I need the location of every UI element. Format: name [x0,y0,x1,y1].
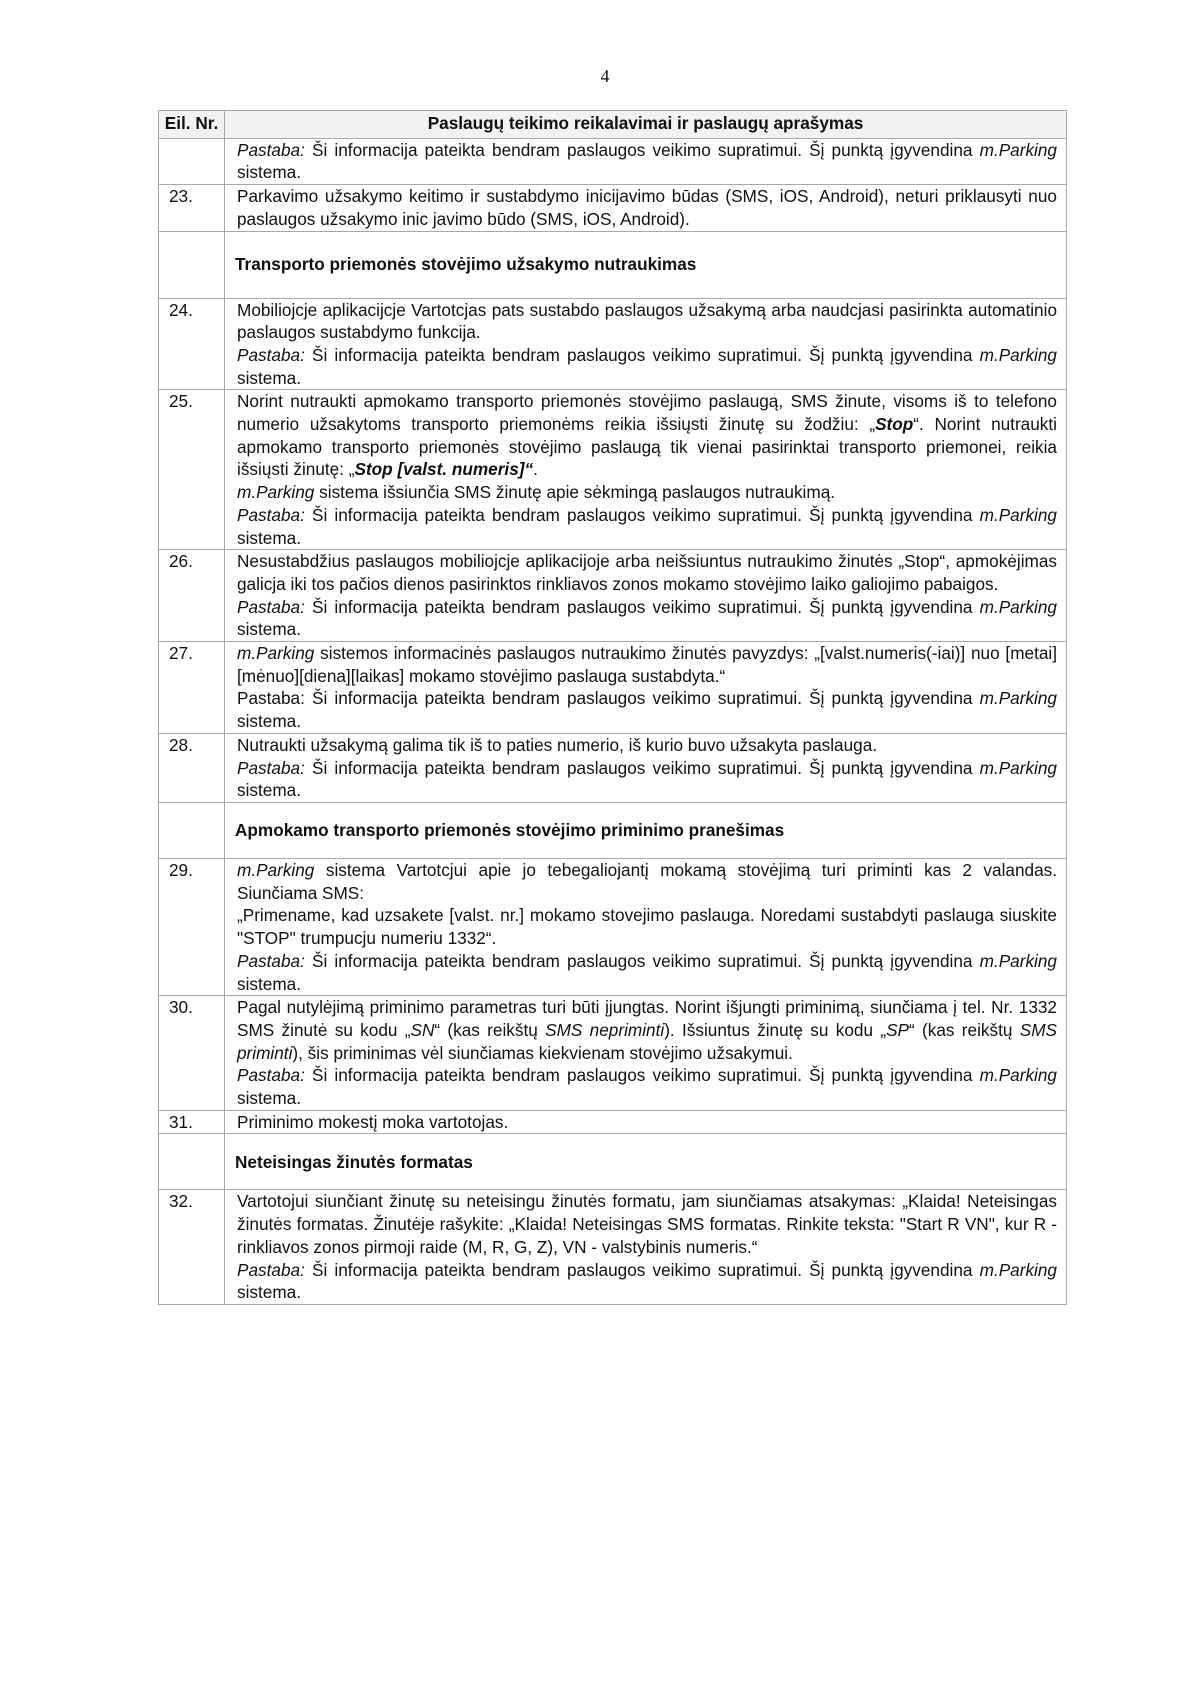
emphasized-text: SMS priminti [237,1019,1057,1063]
emphasized-text: m.Parking [979,344,1057,365]
text: Nesustabdžius paslaugos mobiliojcje aplikacijoje arba neišsiuntus nutraukimo žinutės „Stop“, apmokėjimas galicja iki tos pačios dienos pasirinktos rinkliavos zonos mokamo stovėjimo laiko galiojimo pabaigos. [237,551,1057,594]
text: Pagal nutylėjimą priminimo parametras turi būti įjungtas. Norint išjungti priminimą, siunčiama į tel. Nr. 1332 SMS žinutė su kodu „ [237,997,1057,1040]
row-description [225,858,1067,995]
row-description [225,1110,1067,1134]
emphasized-text: m.Parking [237,643,315,664]
row-number: 28. [159,733,225,802]
row-number: 27. [159,642,225,734]
text: ). Išsiuntus žinutę su kodu „ [664,1019,887,1040]
table-body [159,138,1067,1304]
emphasized-text: Pastaba: [237,139,305,160]
table-row [159,642,1067,734]
row-description [225,390,1067,550]
row-number: 30. [159,996,225,1111]
text: sistema išsiunčia SMS žinutę apie sėkmingą paslaugos nutraukimą. [314,482,836,503]
text: sistema. [237,162,301,183]
row-description [225,298,1067,390]
row-number: 26. [159,550,225,642]
page-number: 4 [600,66,610,86]
text: sistemos informacinės paslaugos nutraukimo žinutės pavyzdys: „[valst.numeris(-iai)] nuo [metai][mėnuo][diena][laikas] mokamo stovėjimo paslauga sustabdyta.“ [237,643,1057,686]
paragraph [237,185,1057,230]
paragraph [237,550,1057,595]
text: Parkavimo užsakymo keitimo ir sustabdymo inicijavimo būdas (SMS, iOS, Android), neturi priklausyti nuo paslaugos užsakymo inic javimo būdo (SMS, iOS, Android). [237,186,1057,229]
text: Ši informacija pateikta bendram paslaugos veikimo supratimui. Šį punktą įgyvendina [304,344,980,365]
text: sistema. [237,973,301,994]
text: sistema. [237,367,301,388]
table-header-row [159,111,1067,139]
row-number: 23. [159,185,225,231]
row-description [225,550,1067,642]
table-row [159,390,1067,550]
text: “ (kas reikštų [909,1019,1020,1040]
paragraph [237,904,1057,949]
section-heading-row [159,802,1067,858]
text: Ši informacija pateikta bendram paslaugos veikimo supratimui. Šį punktą įgyvendina [304,950,980,971]
table-row [159,1110,1067,1134]
paragraph [237,1259,1057,1304]
emphasized-text: Pastaba: [237,757,305,778]
paragraph [237,344,1057,389]
text: sistema. [237,711,301,732]
row-number [159,802,225,858]
section-heading: Transporto priemonės stovėjimo užsakymo nutraukimas [225,231,1067,298]
text: sistema. [237,1088,301,1109]
section-heading: Neteisingas žinutės formatas [225,1134,1067,1190]
text: sistema. [237,527,301,548]
row-description [225,642,1067,734]
emphasized-text: SMS nepriminti [545,1019,665,1040]
emphasized-text: Pastaba: [237,504,305,525]
paragraph [237,734,1057,757]
row-description [225,1190,1067,1305]
header-description-column: Paslaugų teikimo reikalavimai ir paslaugų aprašymas [225,111,1067,139]
text: . [533,459,538,480]
row-number: 25. [159,390,225,550]
paragraph [237,504,1057,549]
row-number [159,138,225,184]
emphasized-text: m.Parking [979,688,1057,709]
table-row [159,996,1067,1111]
table-row [159,733,1067,802]
table-row [159,185,1067,231]
text: Mobiliojcje aplikacijcje Vartotcjas pats sustabdo paslaugos užsakymą arba naudcjasi pasirinkta automatinio paslaugos sustabdymo funkcija. [237,299,1057,343]
text: Norint nutraukti apmokamo transporto priemonės stovėjimo paslaugą, SMS žinute, visoms iš to telefono numerio užsakytoms transporto priemonėms reikia išsiųsti žinutę su žodžiu: „ [237,391,1057,435]
section-heading-row [159,231,1067,298]
row-description [225,138,1067,184]
paragraph [237,950,1057,995]
row-number [159,1134,225,1190]
emphasized-text: m.Parking [979,1065,1057,1086]
text: „Primename, kad uzsakete [valst. nr.] mokamo stovejimo paslauga. Noredami sustabdyti paslauga siuskite "STOP" trumpucju numeriu 1332“. [237,905,1057,949]
section-heading-row [159,1134,1067,1190]
paragraph [237,757,1057,802]
text: Ši informacija pateikta bendram paslaugos veikimo supratimui. Šį punktą įgyvendina [304,1259,980,1280]
paragraph [237,299,1057,344]
row-number: 24. [159,298,225,390]
text: “ (kas reikštų [434,1019,546,1040]
header-number-column: Eil. Nr. [159,111,225,139]
paragraph [237,687,1057,732]
paragraph [237,596,1057,641]
emphasized-text: Stop [valst. numeris]“ [354,459,534,480]
table-row [159,1190,1067,1305]
requirements-table [158,110,1067,1305]
emphasized-text: m.Parking [237,482,315,503]
text: Ši informacija pateikta bendram paslaugos veikimo supratimui. Šį punktą įgyvendina [304,1065,980,1086]
emphasized-text: m.Parking [979,504,1057,525]
paragraph [237,859,1057,904]
text: Vartotojui siunčiant žinutę su neteisingu žinutės formatu, jam siunčiamas atsakymas: „Klaida! Neteisingas žinutės formatas. Žinutėje rašykite: „Klaida! Neteisingas SMS formatas. Rinkite teksta: "Start R VN", kur R - rinkliavos zonos pirmoji raide (M, R, G, Z), VN - valstybinis numeris.“ [237,1191,1057,1257]
emphasized-text: Pastaba: [237,596,305,617]
text: sistema. [237,780,301,801]
text: “. Norint nutraukti apmokamo transporto priemonės stovėjimo paslaugą tik vienai pasirinktai transporto priemonei, reikia išsiųsti žinutę: „ [237,414,1057,480]
table-row [159,298,1067,390]
paragraph [237,481,1057,504]
row-number: 29. [159,858,225,995]
text: Ši informacija pateikta bendram paslaugos veikimo supratimui. Šį punktą įgyvendina [304,504,980,525]
emphasized-text: Pastaba: [237,1259,305,1280]
emphasized-text: Stop [875,414,914,435]
emphasized-text: m.Parking [979,139,1057,160]
row-description [225,996,1067,1111]
text: Ši informacija pateikta bendram paslaugos veikimo supratimui. Šį punktą įgyvendina [304,596,980,617]
paragraph [237,1064,1057,1109]
row-number [159,231,225,298]
emphasized-text: SN [410,1019,435,1040]
text: sistema Vartotcjui apie jo tebegaliojantį mokamą stovėjimą turi priminti kas 2 valandas. Siunčiama SMS: [237,859,1057,903]
text: ), šis priminimas vėl siunčiamas kiekvienam stovėjimo užsakymui. [292,1042,793,1063]
text: sistema. [237,1282,301,1303]
paragraph [237,996,1057,1064]
emphasized-text: m.Parking [979,950,1057,971]
table-row [159,858,1067,995]
section-heading: Apmokamo transporto priemonės stovėjimo priminimo pranešimas [225,802,1067,858]
emphasized-text: Pastaba: [237,344,305,365]
text: sistema. [237,619,301,640]
emphasized-text: Pastaba: [237,950,305,971]
text: Ši informacija pateikta bendram paslaugos veikimo supratimui. Šį punktą įgyvendina [304,139,980,160]
paragraph [237,390,1057,481]
row-number: 32. [159,1190,225,1305]
paragraph [237,139,1057,184]
table-row [159,138,1067,184]
row-description [225,733,1067,802]
emphasized-text: m.Parking [979,596,1057,617]
emphasized-text: m.Parking [237,859,315,880]
text: Ši informacija pateikta bendram paslaugos veikimo supratimui. Šį punktą įgyvendina [304,757,980,778]
row-number: 31. [159,1110,225,1134]
row-description [225,185,1067,231]
paragraph [237,1111,1057,1134]
emphasized-text: m.Parking [979,757,1057,778]
emphasized-text: SP [886,1019,909,1040]
paragraph [237,1190,1057,1258]
text: Priminimo mokestį moka vartotojas. [237,1111,509,1132]
text: Pastaba: Ši informacija pateikta bendram paslaugos veikimo supratimui. Šį punktą įgyvendina [237,688,980,709]
emphasized-text: Pastaba: [237,1065,305,1086]
paragraph [237,642,1057,687]
text: Nutraukti užsakymą galima tik iš to paties numerio, iš kurio buvo užsakyta paslauga. [237,734,878,755]
table-row [159,550,1067,642]
emphasized-text: m.Parking [979,1259,1057,1280]
